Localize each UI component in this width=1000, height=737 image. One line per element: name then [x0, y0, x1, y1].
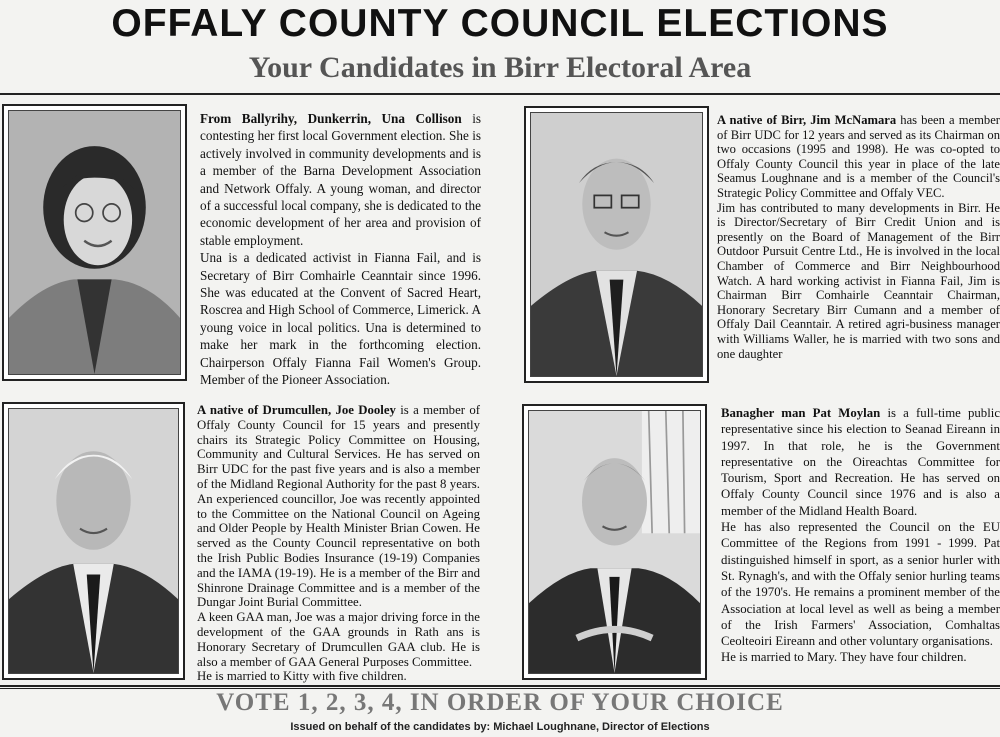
candidate-bio-pat-moylan: [721, 405, 1000, 666]
bio-text: is a member of Offaly County Council for 15 years and presently chairs its Strategic Policy Committee on Housing, Community and Cultural Services. He has served on Birr UDC for the past five years and is also a member of the Midland Regional Authority for the past 8 years. An experienced councillor, Joe was recently appointed to the Committee on the National Council on Ageing and Older People by Health Minister Brian Cowen. He served as the County Council representative on both the Irish Public Bodies Insurance (19-19) Companies and the IAMA (19-19). He is a member of the Birr and Shinrone Drainage Committee and is a member of the Dungar Joint Burial Committee.: [197, 403, 480, 610]
candidate-name-lead: Banagher man Pat Moylan: [721, 406, 881, 420]
vote-instruction: VOTE 1, 2, 3, 4, IN ORDER OF YOUR CHOICE: [216, 689, 784, 716]
page-title: OFFALY COUNTY COUNCIL ELECTIONS: [111, 2, 889, 45]
candidate-photo-joe-dooley: [2, 402, 185, 680]
bio-text: is contesting her first local Government election. She is actively involved in community developments and is a member of the Barna Development Association and Network Offaly. A young woman, and director of a successful local company, she is dedicated to the economic development of her area and provision of stable employment.: [200, 111, 482, 248]
candidate-photo-pat-moylan: [522, 404, 707, 680]
bio-paragraph: Jim has contributed to many developments in Birr. He is Director/Secretary of Birr Credit Union and is presently on the Board of Management of the Birr Outdoor Pursuit Centre Ltd., He is involved in the local Chamber of Commerce and Birr Neighbourhood Watch. A hard working activist in Fianna Fail, Jim is Chairman Birr Comhairle Ceanntair Chairman, Honorary Secretary Birr Cumann and a member of Offaly Dail Ceanntair. A retired agri-business manager with Williams Waller, he is married with two sons and one daughter: [717, 200, 1000, 361]
candidate-photo-una-collison: [2, 104, 187, 381]
bio-paragraph: He is married to Mary. They have four children.: [721, 650, 967, 665]
bottom-divider: [0, 685, 1000, 687]
candidate-bio-jim-mcnamara: [717, 113, 1000, 361]
bio-paragraph: He is married to Kitty with five children.: [197, 669, 407, 684]
candidate-photo-jim-mcnamara: [524, 106, 709, 383]
bio-paragraph: He has also represented the Council on the EU Committee of the Regions from 1991 - 1999. Pat distinguished himself in sport, as a senior hurler with St. Rynagh's, and with the Offaly senior hurling teams of the 1970's. He remains a prominent member of the Association at local level as well as being a member of the Irish Farmers' Association, Comhaltas Ceolteoiri Eireann and other voluntary organisations.: [721, 520, 1000, 649]
page-subtitle: Your Candidates in Birr Electoral Area: [248, 51, 752, 84]
candidate-name-lead: From Ballyrihy, Dunkerrin, Una Collison: [200, 111, 462, 126]
issued-by-note: Issued on behalf of the candidates by: Michael Loughnane, Director of Elections: [290, 721, 710, 733]
bio-paragraph: Una is a dedicated activist in Fianna Fail, and is Secretary of Birr Comhairle Ceanntair since 1996. She was educated at the Convent of Sacred Heart, Roscrea and High School of Commerce, Limerick. A young voice in local politics. Una is determined to make her mark in the forthcoming election. Chairperson Offaly Fianna Fail Women's Group. Member of the Pioneer Association.: [200, 250, 481, 388]
bio-text: has been a member of Birr UDC for 12 years and served as its Chairman on two occasions (1995 and 1998). He was co-opted to Offaly County Council this year in place of the late Seamus Loughnane and is a member of the Council's Strategic Policy Committee and Offaly VEC.: [717, 113, 1000, 200]
candidate-bio-una-collison: [200, 110, 481, 389]
candidate-name-lead: A native of Drumcullen, Joe Dooley: [197, 403, 396, 417]
bio-text: is a full-time public representative since his election to Seanad Eireann in 1997. In that role, he is the Government representative on the Oireachtas Committee for Tourism, Sport and Recreation. He has served on Offaly County Council since 1976 and is also a member of the Midland Health Board.: [721, 406, 1000, 518]
top-divider: [0, 93, 1000, 95]
bio-paragraph: A keen GAA man, Joe was a major driving force in the development of the GAA grounds in Rath ans is Honorary Secretary of Drumcullen GAA club. He is also a member of GAA General Purposes Committee.: [197, 610, 480, 669]
candidate-bio-joe-dooley: [197, 403, 480, 684]
candidate-name-lead: A native of Birr, Jim McNamara: [717, 113, 897, 127]
